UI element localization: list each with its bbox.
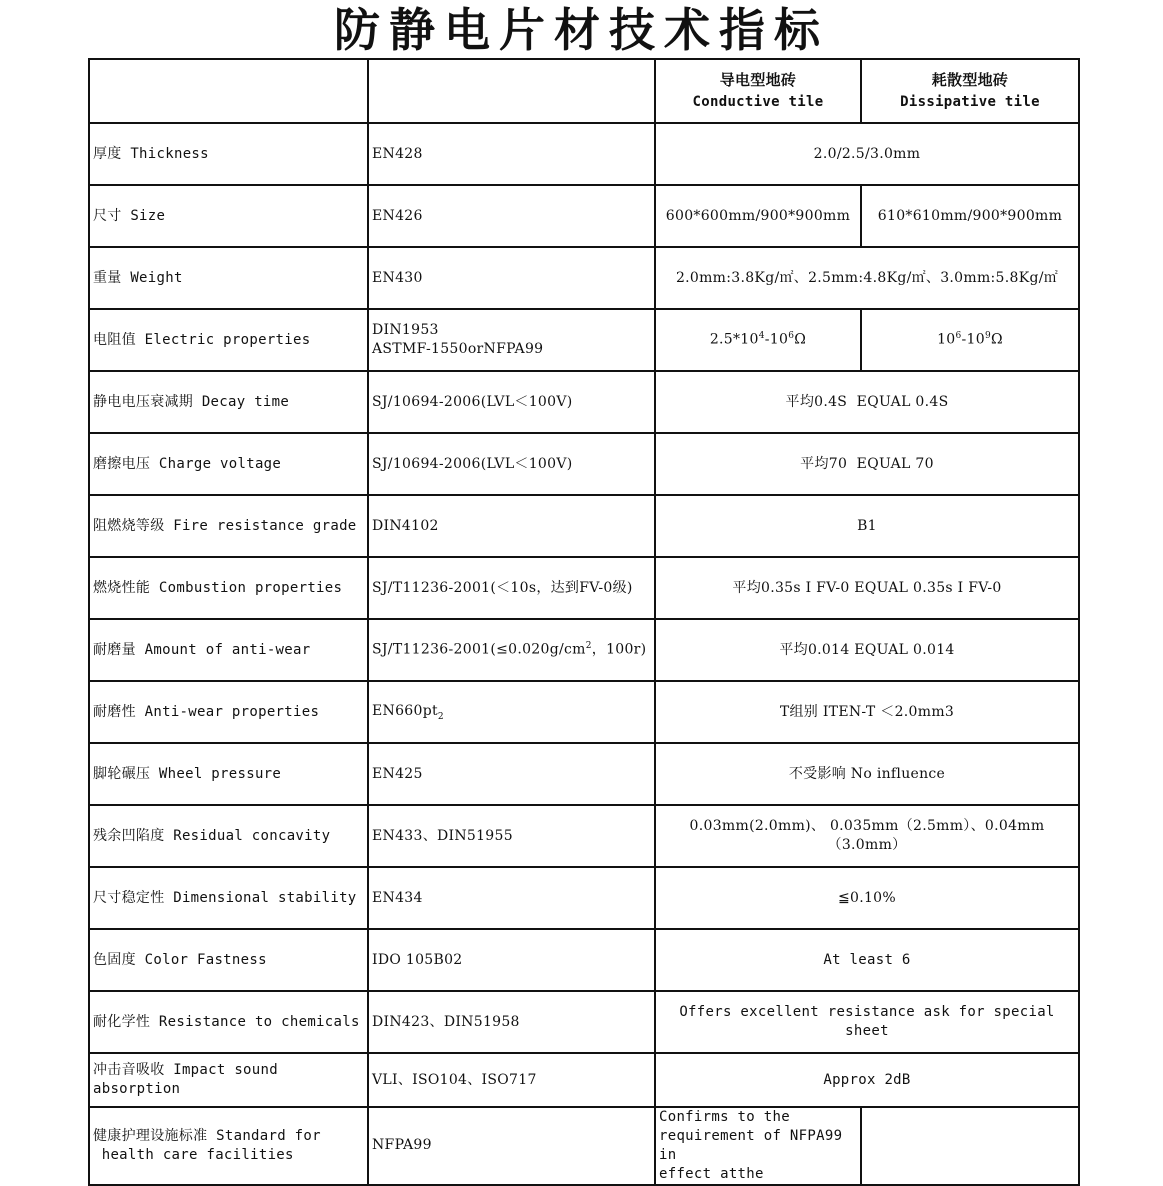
row-label: 尺寸稳定性 Dimensional stability: [89, 867, 368, 929]
row-label: 静电电压衰减期 Decay time: [89, 371, 368, 433]
header-conductive-en: Conductive tile: [692, 94, 824, 111]
subscript: 2: [437, 711, 444, 722]
label-line: health care facilities: [93, 1146, 294, 1163]
table-row: [89, 1053, 1079, 1107]
value-part: 10: [937, 331, 956, 348]
table-row: [89, 247, 1079, 309]
row-value: 不受影响 No influence: [655, 743, 1079, 805]
row-value: At least 6: [655, 929, 1079, 991]
table-row: [89, 929, 1079, 991]
row-label: 燃烧性能 Combustion properties: [89, 557, 368, 619]
table-row: [89, 743, 1079, 805]
value-part: -10: [764, 331, 789, 348]
row-standard: EN430: [368, 247, 655, 309]
row-standard: [368, 619, 655, 681]
row-value: B1: [655, 495, 1079, 557]
spec-table: [88, 58, 1080, 1186]
row-label: 耐磨性 Anti-wear properties: [89, 681, 368, 743]
standard-line: ASTMF-1550orNFPA99: [372, 341, 544, 357]
table-row: [89, 185, 1079, 247]
row-standard: NFPA99: [368, 1107, 655, 1185]
value-line: Confirms to the: [659, 1109, 790, 1125]
row-value: 0.03mm(2.0mm)、 0.035mm（2.5mm）、0.04mm（3.0mm）: [655, 805, 1079, 867]
exponent: 2: [585, 641, 592, 652]
standard-part: SJ/T11236-2001(≤0.020g/cm: [372, 641, 586, 658]
row-value: 平均0.35s I FV-0 EQUAL 0.35s I FV-0: [655, 557, 1079, 619]
row-standard: [368, 309, 655, 371]
table-row: [89, 867, 1079, 929]
value-part: -10: [961, 331, 985, 348]
exponent: 6: [788, 331, 795, 342]
row-label: 脚轮碾压 Wheel pressure: [89, 743, 368, 805]
row-value-conductive: 600*600mm/900*900mm: [655, 185, 861, 247]
header-dissipative-cn: 耗散型地砖: [931, 70, 1009, 89]
row-value: Offers excellent resistance ask for special sheet: [655, 991, 1079, 1053]
table-row: [89, 991, 1079, 1053]
standard-line: DIN1953: [372, 322, 439, 339]
value-unit: Ω: [991, 331, 1003, 348]
row-label: 尺寸 Size: [89, 185, 368, 247]
row-label: 电阻值 Electric properties: [89, 309, 368, 371]
table-row: [89, 495, 1079, 557]
row-standard: VLI、ISO104、ISO717: [368, 1053, 655, 1107]
table-row: [89, 309, 1079, 371]
row-standard: EN425: [368, 743, 655, 805]
table-header-row: [89, 59, 1079, 123]
header-dissipative: [861, 59, 1079, 123]
row-value: Approx 2dB: [655, 1053, 1079, 1107]
row-value: 平均70 EQUAL 70: [655, 433, 1079, 495]
row-value: 2.0/2.5/3.0mm: [655, 123, 1079, 185]
value-line: effect atthe: [659, 1165, 764, 1182]
header-blank-label: [89, 59, 368, 123]
row-label: 耐化学性 Resistance to chemicals: [89, 991, 368, 1053]
value-unit: Ω: [794, 331, 807, 348]
value-part: 2.5*10: [709, 331, 759, 348]
table-row: [89, 1107, 1079, 1185]
row-standard: EN433、DIN51955: [368, 805, 655, 867]
exponent: 6: [955, 331, 962, 342]
row-label: 磨擦电压 Charge voltage: [89, 433, 368, 495]
row-value: ≦0.10%: [655, 867, 1079, 929]
table-row: [89, 371, 1079, 433]
exponent: 4: [758, 331, 765, 342]
row-standard: EN428: [368, 123, 655, 185]
row-value: T组别 ITEN-T ＜2.0mm3: [655, 681, 1079, 743]
header-dissipative-en: Dissipative tile: [900, 94, 1040, 111]
label-line: 健康护理设施标准 Standard for: [93, 1127, 321, 1144]
standard-part: EN660pt: [372, 702, 438, 719]
exponent: 9: [984, 331, 991, 342]
row-standard: IDO 105B02: [368, 929, 655, 991]
table-row: [89, 557, 1079, 619]
row-label: 重量 Weight: [89, 247, 368, 309]
row-value-dissipative: [861, 1107, 1079, 1185]
row-standard: SJ/10694-2006(LVL＜100V): [368, 371, 655, 433]
row-standard: DIN4102: [368, 495, 655, 557]
table-row: [89, 123, 1079, 185]
row-label: 厚度 Thickness: [89, 123, 368, 185]
value-line: requirement of NFPA99 in: [659, 1127, 843, 1163]
row-label: 色固度 Color Fastness: [89, 929, 368, 991]
table-row: [89, 433, 1079, 495]
row-standard: SJ/10694-2006(LVL＜100V): [368, 433, 655, 495]
row-label: 冲击音吸收 Impact sound absorption: [89, 1053, 368, 1107]
row-standard: EN426: [368, 185, 655, 247]
header-blank-standard: [368, 59, 655, 123]
row-value: 2.0mm:3.8Kg/㎡、2.5mm:4.8Kg/㎡、3.0mm:5.8Kg/㎡: [655, 247, 1079, 309]
row-label: 耐磨量 Amount of anti-wear: [89, 619, 368, 681]
row-standard: EN434: [368, 867, 655, 929]
row-label: 残余凹陷度 Residual concavity: [89, 805, 368, 867]
row-value: 平均0.4S EQUAL 0.4S: [655, 371, 1079, 433]
header-conductive: [655, 59, 861, 123]
row-value-dissipative: 610*610mm/900*900mm: [861, 185, 1079, 247]
row-value: 平均0.014 EQUAL 0.014: [655, 619, 1079, 681]
table-row: [89, 805, 1079, 867]
row-label: 阻燃烧等级 Fire resistance grade: [89, 495, 368, 557]
standard-part: ，100r): [591, 641, 647, 658]
row-standard: DIN423、DIN51958: [368, 991, 655, 1053]
page-title: 防静电片材技术指标: [334, 3, 829, 57]
row-standard: SJ/T11236-2001(＜10s，达到FV-0级): [368, 557, 655, 619]
row-value-dissipative: [861, 309, 1079, 371]
row-standard: [368, 681, 655, 743]
table-row: [89, 619, 1079, 681]
row-value-conductive: [655, 309, 861, 371]
row-value-conductive: [655, 1107, 861, 1185]
header-conductive-cn: 导电型地砖: [719, 70, 797, 89]
row-label: [89, 1107, 368, 1185]
table-row: [89, 681, 1079, 743]
